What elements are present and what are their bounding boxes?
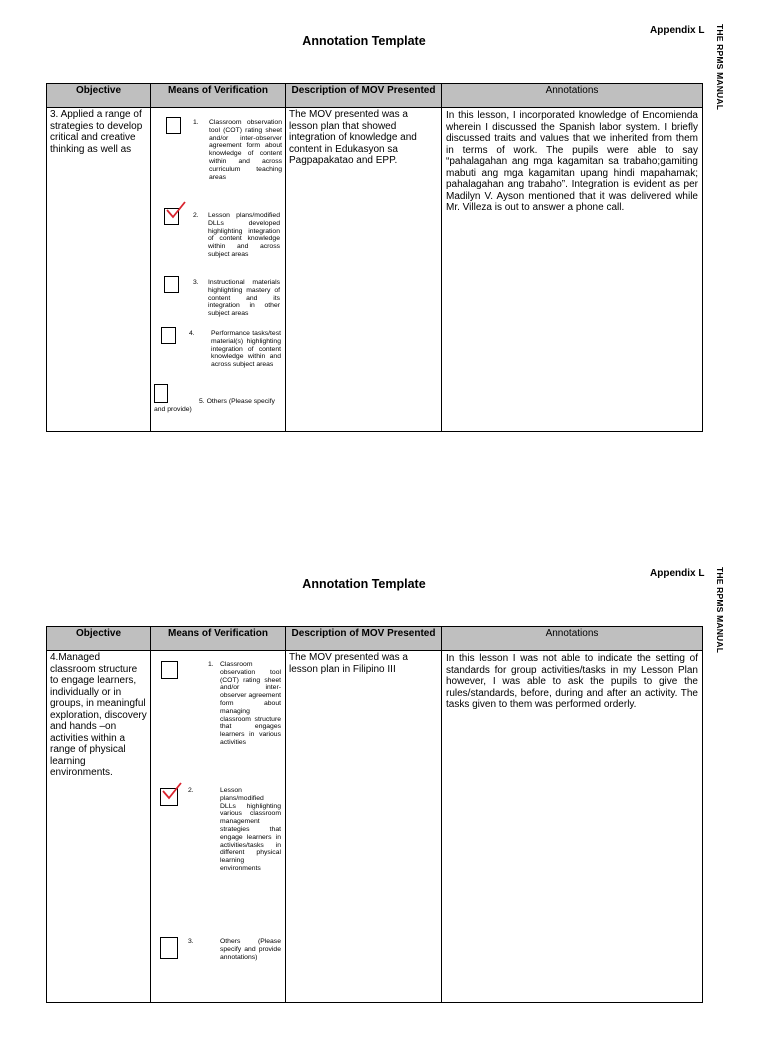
header-annotations: Annotations	[442, 627, 703, 651]
mov-item-3	[151, 279, 286, 319]
mov-text-1: Classroom observation tool (COT) rating sheet and/or inter-observer agreement form about knowledge of content within and across curriculum teaching areas	[209, 119, 282, 181]
mov-item-2	[151, 212, 286, 272]
side-manual-label: THE RPMS MANUAL	[715, 24, 725, 111]
page-title: Annotation Template	[302, 34, 426, 48]
mov-text-1: Classroom observation tool (COT) rating sheet and/or inter-observer agreement form about managing classroom structure that engages learners in various activities	[220, 661, 281, 746]
description-cell: The MOV presented was a lesson plan that showed integration of knowledge and content in Edukasyon sa Pagpapakatao and EPP.	[286, 108, 442, 432]
header-objective: Objective	[47, 627, 151, 651]
objective-cell: 4.Managed classroom structure to engage learners, individually or in groups, in meaningful exploration, discovery and hands –on activities within a range of physical learning environments.	[47, 651, 151, 1003]
mov-num-2: 2.	[188, 787, 194, 794]
means-cell	[151, 651, 286, 1003]
mov-num-1: 1.	[193, 119, 199, 126]
page-title: Annotation Template	[302, 577, 426, 591]
mov-text-3: Instructional materials highlighting mastery of content and its integration in other subject areas	[208, 279, 280, 318]
mov-num-5: 5.	[199, 398, 205, 405]
header-annotations: Annotations	[442, 84, 703, 108]
mov-text-5: Others (Please specify and provide)	[154, 398, 275, 413]
mov-num-3: 3.	[193, 279, 199, 286]
header-objective: Objective	[47, 84, 151, 108]
page-2	[0, 543, 768, 1043]
mov-num-4: 4.	[189, 330, 195, 337]
annotation-cell: In this lesson, I incorporated knowledge of Encomienda wherein I discussed the Spanish labor system. I briefly discussed traits and values that we inherited from them in terms of work. The pupils were able to say “pahalagahan ang mga kagamitan sa trabaho;gamiting mabuti ang mga kagamitan upang hindi mapahamak; pahalagahan ang trabaho”. Integration is evident as per Madilyn V. Ayson mentioned that it was delivered while Mr. Villeza is out to answer a phone call.	[442, 108, 703, 432]
mov-item-1	[151, 119, 286, 199]
means-cell	[151, 108, 286, 432]
mov-item-2	[151, 787, 286, 932]
appendix-label: Appendix L	[650, 25, 705, 36]
mov-num-2: 2.	[193, 212, 199, 219]
mov-num-1: 1.	[208, 661, 214, 668]
mov-text-2: Lesson plans/modified DLLs developed highlighting integration of content knowledge within and across subject areas	[208, 212, 280, 258]
header-description: Description of MOV Presented	[286, 84, 442, 108]
objective-cell: 3. Applied a range of strategies to develop critical and creative thinking as well as	[47, 108, 151, 432]
mov-item-1	[151, 661, 286, 781]
header-description: Description of MOV Presented	[286, 627, 442, 651]
header-means: Means of Verification	[151, 627, 286, 651]
side-manual-label: THE RPMS MANUAL	[715, 567, 725, 654]
header-means: Means of Verification	[151, 84, 286, 108]
annotation-table	[46, 83, 703, 432]
page-1	[0, 0, 768, 500]
mov-item-5	[154, 398, 282, 418]
mov-text-3: Others (Please specify and provide annotations)	[220, 938, 281, 961]
mov-item-4	[151, 330, 286, 390]
annotation-table	[46, 626, 703, 1003]
mov-text-4: Performance tasks/test material(s) highlighting integration of content knowledge within and across subject areas	[211, 330, 281, 369]
mov-text-2: Lesson plans/modified DLLs highlighting various classroom management strategies that engage learners in activities/tasks in different physical learning environments	[220, 787, 281, 872]
mov-num-3: 3.	[188, 938, 194, 945]
annotation-cell: In this lesson I was not able to indicate the setting of standards for group activities/tasks in my Lesson Plan however, I was able to ask the pupils to give the rules/standards, before, during and after an activity. The tasks given to them was performed orderly.	[442, 651, 703, 1003]
appendix-label: Appendix L	[650, 568, 705, 579]
mov-item-3	[151, 938, 286, 978]
description-cell: The MOV presented was a lesson plan in Filipino III	[286, 651, 442, 1003]
